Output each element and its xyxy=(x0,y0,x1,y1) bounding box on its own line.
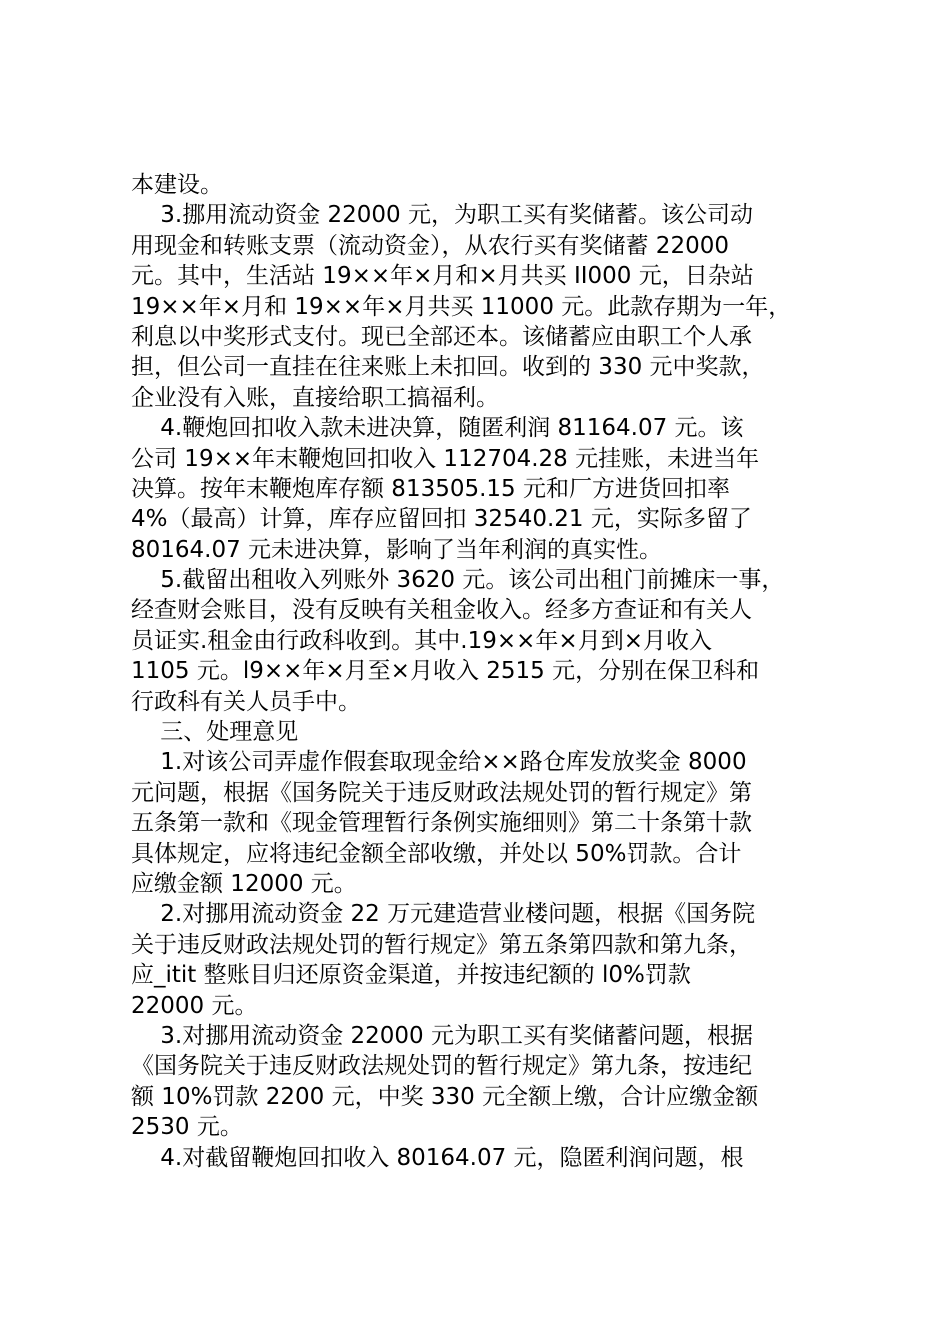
text-line: 4%（最高）计算，库存应留回扣 32540.21 元，实际多留了 xyxy=(131,506,752,533)
text-line: 决算。按年末鞭炮库存额 813505.15 元和厂方进货回扣率 xyxy=(131,475,730,502)
text-line: 3.挪用流动资金 22000 元，为职工买有奖储蓄。该公司动 xyxy=(131,202,753,229)
text-line: 用现金和转账支票（流动资金），从农行买有奖储蓄 22000 xyxy=(131,232,729,259)
text-line: 《国务院关于违反财政法规处罚的暂行规定》第九条，按违纪 xyxy=(131,1053,752,1080)
text-line: 公司 19××年末鞭炮回扣收入 112704.28 元挂账，未进当年 xyxy=(131,445,760,472)
text-line: 5.截留出租收入列账外 3620 元。该公司出租门前摊床一事， xyxy=(131,567,785,594)
document-body xyxy=(131,170,911,1173)
text-line: 19××年×月和 19××年×月共买 11000 元。此款存期为一年， xyxy=(131,293,792,320)
text-line: 应_itit 整账目归还原资金渠道，并按违纪额的 l0%罚款 xyxy=(131,962,691,989)
text-line: 3.对挪用流动资金 22000 元为职工买有奖储蓄问题，根据 xyxy=(131,1022,753,1049)
text-line: 4.鞭炮回扣收入款未进决算，随匿利润 81164.07 元。该 xyxy=(131,415,744,442)
text-line: 担，但公司一直挂在往来账上未扣回。收到的 330 元中奖款， xyxy=(131,354,765,381)
text-line: 员证实.租金由行政科收到。其中.19××年×月到×月收入 xyxy=(131,627,712,654)
text-line: 本建设。 xyxy=(131,172,223,198)
text-line: 2530 元。 xyxy=(131,1114,243,1141)
text-line: 元。其中，生活站 19××年×月和×月共买 II000 元，日杂站 xyxy=(131,263,754,290)
text-line: 22000 元。 xyxy=(131,992,258,1019)
text-line: 1105 元。l9××年×月至×月收入 2515 元，分别在保卫科和 xyxy=(131,658,760,685)
text-line: 额 10%罚款 2200 元，中奖 330 元全额上缴，合计应缴金额 xyxy=(131,1083,759,1110)
text-line: 企业没有入账，直接给职工搞福利。 xyxy=(131,384,499,411)
text-line: 元问题，根据《国务院关于违反财政法规处罚的暂行规定》第 xyxy=(131,779,752,806)
text-line: 行政科有关人员手中。 xyxy=(131,688,361,715)
text-line: 利息以中奖形式支付。现已全部还本。该储蓄应由职工个人承 xyxy=(131,323,752,350)
section-heading: 三、处理意见 xyxy=(131,719,299,746)
text-line: 应缴金额 12000 元。 xyxy=(131,870,357,897)
text-line: 80164.07 元未进决算，影响了当年利润的真实性。 xyxy=(131,536,663,563)
text-line: 经查财会账目，没有反映有关租金收入。经多方查证和有关人 xyxy=(131,597,752,624)
text-line: 五条第一款和《现金管理暂行条例实施细则》第二十条第十款 xyxy=(131,810,752,837)
text-line: 1.对该公司弄虚作假套取现金给××路仓库发放奖金 8000 xyxy=(131,749,747,776)
text-line: 关于违反财政法规处罚的暂行规定》第五条第四款和第九条， xyxy=(131,931,752,958)
text-line: 4.对截留鞭炮回扣收入 80164.07 元，隐匿利润问题，根 xyxy=(131,1144,744,1171)
text-line: 具体规定，应将违纪金额全部收缴，并处以 50%罚款。合计 xyxy=(131,840,742,867)
text-line: 2.对挪用流动资金 22 万元建造营业楼问题，根据《国务院 xyxy=(131,901,756,928)
